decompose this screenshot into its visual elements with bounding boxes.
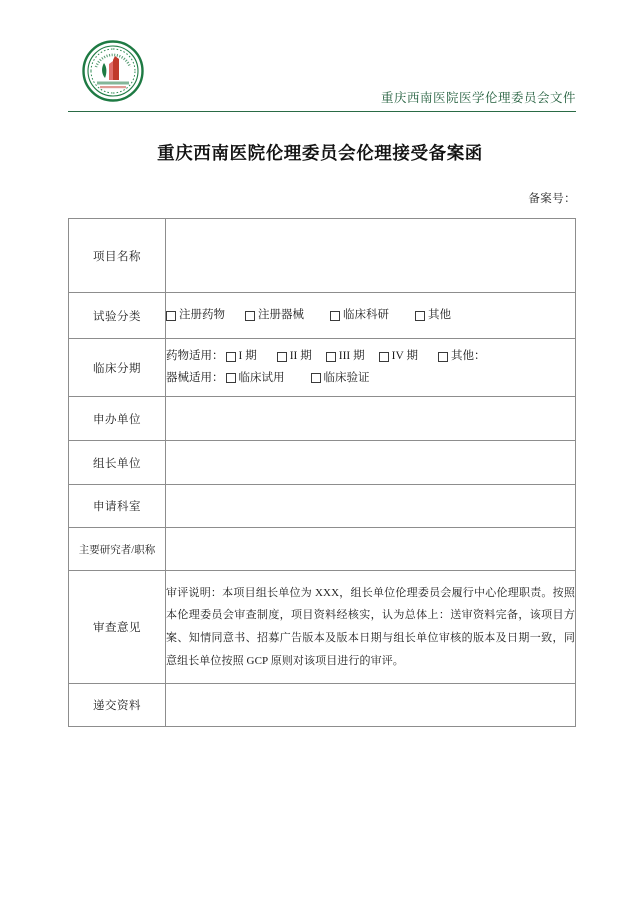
row-label-project-name: 项目名称 — [69, 219, 166, 293]
checkbox-option-phase-other[interactable] — [438, 346, 486, 368]
filing-number-label: 备案号： — [528, 193, 576, 205]
checkbox-option-phase-3[interactable] — [326, 346, 365, 368]
checkbox-icon[interactable] — [379, 352, 389, 362]
device-phase-options — [166, 368, 575, 390]
checkbox-label: III 期 — [338, 349, 365, 362]
row-label-sponsor: 申办单位 — [69, 397, 166, 441]
checkbox-label: I 期 — [238, 349, 257, 362]
header-divider — [68, 111, 576, 112]
table-row — [69, 528, 576, 571]
checkbox-option-clinical-trial-use[interactable] — [226, 368, 285, 390]
table-row — [69, 339, 576, 397]
table-row — [69, 441, 576, 485]
row-label-clinical-phase: 临床分期 — [69, 339, 166, 397]
row-label-review-opinion: 审查意见 — [69, 571, 166, 684]
device-phase-prefix: 器械适用： — [166, 371, 224, 384]
checkbox-icon[interactable] — [438, 352, 448, 362]
row-value-clinical-phase — [166, 339, 576, 397]
checkbox-option-phase-2[interactable] — [277, 346, 312, 368]
checkbox-label: 临床科研 — [343, 308, 389, 321]
checkbox-option-other[interactable] — [415, 305, 451, 327]
checkbox-label: 注册药物 — [179, 308, 225, 321]
drug-phase-options — [166, 346, 575, 368]
checkbox-option-registered-drug[interactable] — [166, 305, 225, 327]
checkbox-label: IV 期 — [391, 349, 418, 362]
checkbox-label: 临床试用 — [238, 371, 285, 384]
header-department-title: 重庆西南医院医学伦理委员会文件 — [380, 91, 576, 105]
drug-phase-prefix: 药物适用： — [166, 349, 224, 362]
checkbox-label: 其他 — [428, 308, 451, 321]
trial-category-options — [166, 305, 575, 327]
checkbox-option-clinical-research[interactable] — [330, 305, 389, 327]
row-value-review-opinion[interactable]: 审评说明：本项目组长单位为 XXX，组长单位伦理委员会履行中心伦理职责。按照本伦理委员会审查制度，项目资料经核实，认为总体上：送审资料完备，该项目方案、知情同意书、招募广告版本及版本日期与组长单位审核的版本及日期一致，同意组长单位按照 GCP 原则对该项目进行的审评。 — [166, 571, 576, 684]
row-value-project-name[interactable] — [166, 219, 576, 293]
checkbox-option-registered-device[interactable] — [245, 305, 304, 327]
document-header — [68, 36, 576, 112]
checkbox-label: II 期 — [289, 349, 312, 362]
row-label-lead-institution: 组长单位 — [69, 441, 166, 485]
row-label-trial-category: 试验分类 — [69, 293, 166, 339]
checkbox-label: 其他： — [450, 349, 486, 362]
checkbox-icon[interactable] — [415, 311, 425, 321]
checkbox-label: 注册器械 — [258, 308, 304, 321]
checkbox-option-phase-1[interactable] — [226, 346, 257, 368]
checkbox-icon[interactable] — [330, 311, 340, 321]
checkbox-icon[interactable] — [226, 373, 236, 383]
table-row — [69, 397, 576, 441]
row-value-lead-institution[interactable] — [166, 441, 576, 485]
row-label-principal-investigator: 主要研究者/职称 — [69, 528, 166, 571]
checkbox-label: 临床验证 — [323, 371, 370, 384]
row-value-trial-category — [166, 293, 576, 339]
checkbox-icon[interactable] — [277, 352, 287, 362]
checkbox-icon[interactable] — [326, 352, 336, 362]
row-value-sponsor[interactable] — [166, 397, 576, 441]
checkbox-icon[interactable] — [245, 311, 255, 321]
ethics-filing-form-table — [68, 218, 576, 727]
row-label-submitted-documents: 递交资料 — [69, 684, 166, 727]
checkbox-icon[interactable] — [226, 352, 236, 362]
checkbox-option-phase-4[interactable] — [379, 346, 418, 368]
checkbox-option-clinical-verification[interactable] — [311, 368, 370, 390]
checkbox-icon[interactable] — [166, 311, 176, 321]
table-row — [69, 684, 576, 727]
checkbox-icon[interactable] — [311, 373, 321, 383]
table-row — [69, 293, 576, 339]
row-value-submitted-documents[interactable] — [166, 684, 576, 727]
table-row — [69, 219, 576, 293]
row-label-applicant-department: 申请科室 — [69, 485, 166, 528]
row-value-applicant-department[interactable] — [166, 485, 576, 528]
table-row — [69, 571, 576, 684]
hospital-emblem-icon — [82, 40, 144, 102]
row-value-principal-investigator[interactable] — [166, 528, 576, 571]
table-row — [69, 485, 576, 528]
page-title: 重庆西南医院伦理委员会伦理接受备案函 — [157, 143, 483, 163]
